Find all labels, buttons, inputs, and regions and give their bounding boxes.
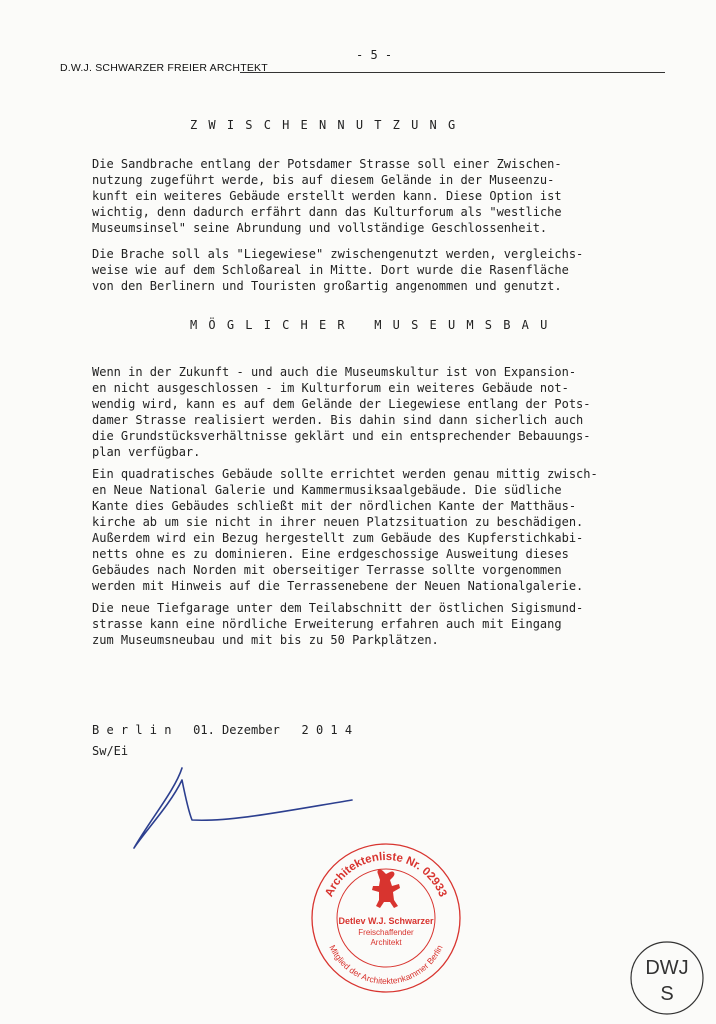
place-date: B e r l i n 01. Dezember 2 0 1 4 (92, 723, 353, 737)
architect-stamp (306, 838, 466, 998)
monogram-top: DWJ (645, 957, 689, 979)
header-rule (240, 72, 665, 73)
stamp-title-1: Freischaffender (358, 928, 414, 937)
stamp-name: Detlev W.J. Schwarzer (338, 916, 434, 926)
stamp-top-text: Architektenliste Nr. 02933 (323, 850, 449, 899)
page-number: - 5 - (356, 48, 393, 62)
reference-initials: Sw/Ei (92, 744, 129, 758)
stamp-title-2: Architekt (370, 938, 402, 947)
heading-zwischennutzung: ZWISCHENNUTZUNG (190, 118, 467, 132)
paragraph-zwischennutzung-1: Die Sandbrache entlang der Potsdamer Strasse soll einer Zwischen- nutzung zugeführt werde, bis auf diesem Gelände in der Museenzu- kunft ein weiteres Gebäude erstellt werden kann. Diese Option ist wichtig, denn dadurch erfährt dann das Kulturforum als "westliche Museumsinsel" seine Abrundung und vollständige Geschlossenheit. (92, 157, 562, 235)
paragraph-museumsbau-1: Wenn in der Zukunft - und auch die Museumskultur ist von Expansion- en nicht ausgeschlossen - im Kulturforum ein weiteres Gebäude not- wendig wird, kann es auf dem Gelände der Liegewiese entlang der Pots- damer Strasse realisiert werden. Bis dahin sind dann sicherlich auch die Grundstücksverhältnisse geklärt und ein entsprechender Bebauungs- plan verfügbar. (92, 365, 591, 459)
stamp-bottom-text: Mitglied der Architektenkammer Berlin (327, 943, 445, 987)
monogram-bottom: S (660, 983, 674, 1005)
heading-moeglicher-museumsbau: MÖGLICHER MUSEUMSBAU (190, 318, 559, 332)
berlin-bear-icon (372, 870, 400, 908)
header-firm-name: D.W.J. SCHWARZER FREIER ARCHTEKT (60, 62, 268, 74)
paragraph-museumsbau-3: Die neue Tiefgarage unter dem Teilabschnitt der östlichen Sigismund- strasse kann eine nördliche Erweiterung erfahren auch mit Eingang zum Museumsneubau und mit bis zu 50 Parkplätzen. (92, 601, 584, 647)
paragraph-museumsbau-2: Ein quadratisches Gebäude sollte errichtet werden genau mittig zwisch- en Neue National Galerie und Kammermusiksaalgebäude. Die südliche Kante dies Gebäudes schließt mit der nördlichen Kante der Matthäus- kirche ab um sie nicht in ihrer neuen Platzsituation zu beschädigen. Außerdem wird ein Bezug hergestellt zum Gebäude des Kupferstichkabi- netts ohne es zu dominieren. Eine erdgeschossige Ausweitung dieses Gebäudes nach Norden mit oberseitiger Terrasse sollte vorgenommen werden mit Hinweis auf die Terrassenebene der Neuen Nationalgalerie. (92, 467, 598, 593)
paragraph-zwischennutzung-2: Die Brache soll als "Liegewiese" zwischengenutzt werden, vergleichs- weise wie auf dem Schloßareal in Mitte. Dort wurde die Rasenfläche von den Berlinern und Touristen großartig angenommen und genutzt. (92, 247, 584, 293)
monogram-logo (628, 938, 706, 1018)
